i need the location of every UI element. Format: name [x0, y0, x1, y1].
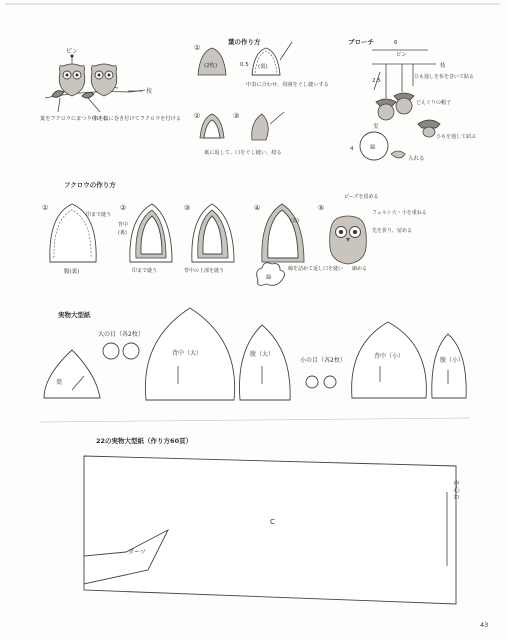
owl-back-label: 背中 — [118, 222, 129, 228]
pattern22-piece-c — [84, 456, 456, 604]
brooch-cotton-label: 綿 — [370, 145, 376, 151]
pattern-leaf — [44, 350, 100, 398]
owl-title: フクロウの作り方 — [64, 181, 116, 189]
owl-step-2: ② — [120, 204, 127, 212]
brooch-title: ブローチ — [348, 38, 374, 46]
pattern-leaf-label: 葉 — [56, 379, 63, 386]
small-eye-circle-2 — [324, 376, 336, 388]
pattern-back-small-label: 背中（小） — [374, 353, 405, 360]
owl-step-5: ⑤ — [318, 204, 325, 212]
leaf-step1-shape — [198, 48, 226, 75]
owl-felt-note: フェルト大・小を重ねる — [372, 210, 427, 216]
owl-tighten-note: 縮める — [352, 266, 368, 272]
patterns-title: 実物大型紙 — [58, 311, 91, 319]
pin-label: ピン — [66, 48, 79, 55]
brooch-25-label: 2.5 — [372, 78, 381, 84]
leaf-reverse-label: (裏) — [258, 64, 268, 70]
owl-step-3: ③ — [184, 204, 191, 212]
brooch-pin-label: ピン — [396, 52, 408, 58]
owl-belly-back-label: 腹(裏) — [64, 269, 80, 275]
note-attach-leaf: 葉をフクロウにまつり付ける — [40, 116, 108, 122]
owl-cotton-label: 綿 — [266, 275, 272, 281]
leaf-05-label: 0.5 — [240, 62, 249, 68]
leaf-back-note: 裏に返して、口をぐし縫い、絞る — [204, 150, 282, 156]
owl-surface-label: (表) — [290, 218, 299, 224]
owl-back-reverse-label: (裏) — [118, 230, 127, 236]
owl-step2-note: 印まで縫う — [132, 268, 158, 274]
leaf-sew-note: 中表に合わせ、周囲をぐし縫いする — [246, 82, 329, 88]
small-eye-circle-1 — [306, 376, 318, 388]
leaf-step-3: ③ — [233, 112, 240, 120]
pattern-back-large-label: 背中（大） — [172, 350, 203, 357]
leaf-two-pieces: (2枚) — [204, 63, 218, 69]
pattern22-darts-label: ダーツ — [128, 549, 146, 556]
owl-finished-illustration — [330, 216, 367, 264]
brooch-hat-note: どんぐりの帽子 — [416, 100, 452, 106]
large-eye-circle-1 — [103, 343, 119, 359]
owl-step-4: ④ — [254, 204, 261, 212]
page-number: 43 — [480, 621, 489, 629]
owl-step1-note: 印まで縫う — [86, 212, 112, 218]
brooch-branch-label: 枝 — [440, 63, 446, 69]
owl-step-1: ① — [42, 204, 49, 212]
pattern-belly-large — [239, 325, 290, 400]
pattern22-center-fold-label: 中心わ — [452, 480, 460, 500]
pattern-belly-large-label: 腹（大） — [250, 351, 275, 358]
leaf-step3-shape — [252, 114, 269, 140]
owl-stuff-note: 綿を詰めて返し口を縫い — [288, 266, 344, 272]
owl-tip-note: 先を折り、留める — [372, 228, 413, 234]
brooch-4-label: 4 — [350, 146, 354, 152]
owls-on-branch-illustration — [45, 54, 145, 112]
small-eye-label: 小の目（各2枚） — [300, 357, 346, 364]
owl-step3-note: 背中の上部を縫う — [184, 268, 225, 274]
large-eye-label: 大の目（各2枚） — [98, 331, 144, 338]
brooch-string-note: ひも通しを布を巻いて貼る — [414, 74, 475, 80]
branch-label: 枝 — [146, 88, 153, 95]
leaf-title: 葉の作り方 — [228, 38, 261, 46]
pattern-belly-small — [432, 334, 466, 398]
leaf-sewing-shape — [252, 48, 280, 75]
brooch-put-in-label: 入れる — [408, 156, 425, 162]
pattern-back-small — [352, 322, 427, 398]
large-eye-circle-2 — [123, 343, 139, 359]
brooch-6-label: 6 — [394, 40, 398, 46]
pattern-belly-small-label: 腹（小） — [440, 357, 465, 364]
owl-cotton-cloud — [257, 263, 285, 286]
pattern22-c-label: C — [270, 518, 275, 526]
brooch-tie-note: ひもを通して結ぶ — [436, 134, 477, 140]
pattern22-title: 22の実物大型紙（作り方60頁） — [96, 437, 193, 445]
leaf-step-1: ① — [194, 44, 201, 52]
note-wrap-thread: 糸を枝に巻き付けてフクロウを付ける — [93, 116, 182, 122]
owl-beads-note: ビーズを留める — [344, 194, 379, 200]
brooch-fruit-label: 実 — [373, 124, 379, 130]
leaf-step-2: ② — [194, 112, 201, 120]
